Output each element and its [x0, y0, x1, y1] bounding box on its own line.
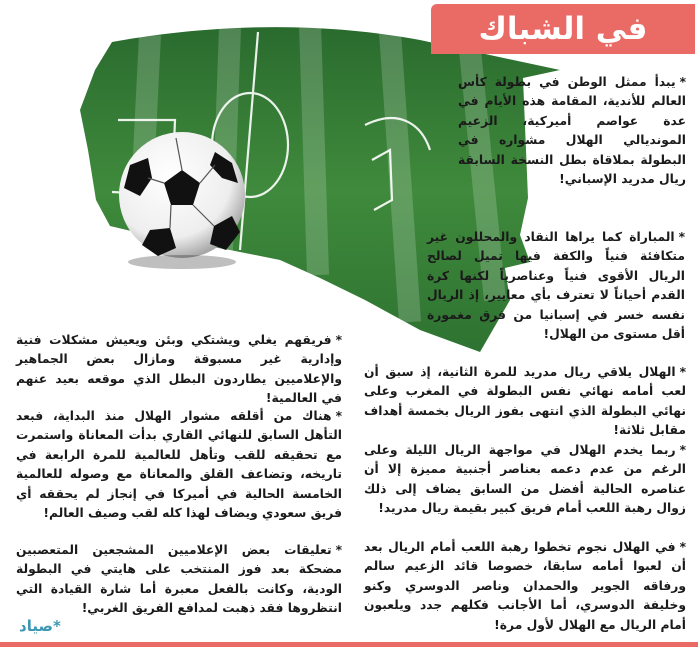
signature-star: * [52, 617, 61, 635]
football-icon [119, 132, 245, 269]
left-paragraph-3: *تعليقات بعض الإعلاميين المشجعين المتعصبين مضحكة بعد فوز المنتخب على هايتي في البطولة الودية، وكانت بالفعل معبرة أما شارة القيادة التي انتظروها فقد ذهبت لمدافع الفريق الغربي! [16, 543, 342, 616]
bullet-star: * [678, 230, 685, 244]
right-paragraph-4: *ربما يخدم الهلال في مواجهة الريال الليلة وعلى الرغم من عدم دعمه بعناصر أجنبية مميزة إلا أن عناصره الحالية أفضل من السابق يضاف إلى ذلك زوال رهبة اللعب أمام فريق كبير بقيمة ريال مدريد! [364, 443, 686, 516]
bullet-star: * [679, 365, 686, 379]
right-paragraph-5: *في الهلال نجوم تخطوا رهبة اللعب أمام الريال بعد أن لعبوا أمامه سابقا، خصوصا قائد الزعيم سالم ورفاقه الجوير والحمدان وناصر الدوسري وكنو وخليفة الدوسري، أما الأجانب فكلهم جدد ويلعبون أمام الريال مع الهلال لأول مرة! [364, 540, 686, 632]
left-paragraph-2: *هناك من أقلقه مشوار الهلال منذ البداية، فبعد التأهل السابق للنهائي القاري بدأت المعاناة واستمرت مع تحقيقه للقب وتأهل للعالمية للمرة الرابعة في تاريخه، وتضاعف القلق والمعاناة مع وصوله للعالمية الخامسة الحالية في أميركا في إنجاز لم يحققه أي فريق سعودي ويضاف لهذا كله لقب وصيف العالم! [16, 409, 342, 521]
author-signature [19, 617, 64, 635]
section-title: في الشباك [478, 11, 648, 47]
bullet-star: * [335, 409, 342, 423]
bottom-divider [0, 642, 698, 647]
bullet-star: * [679, 75, 686, 89]
bullet-star: * [679, 540, 686, 554]
bullet-star: * [679, 443, 686, 457]
section-header [431, 4, 695, 54]
left-paragraph-1: *فريقهم يغلي ويشتكي وبئن ويعيش مشكلات فنية وإدارية غير مسبوقة ومازال بعض الجماهير والإعلاميين يطاردون البطل الذي موقعه بعيد عنهم في العالمية! [16, 333, 342, 406]
right-paragraph-3: *الهلال يلاقي ريال مدريد للمرة الثانية، إذ سبق أن لعب أمامه نهائي نفس البطولة في المغرب وعلى نهائي البطولة الذي انتهى بفوز الريال بخمسة أهداف مقابل ثلاثة! [364, 365, 686, 438]
bullet-star: * [335, 333, 342, 347]
signature-name: صياد [19, 617, 53, 635]
right-paragraph-1: *يبدأ ممثل الوطن في بطولة كأس العالم للأندية، المقامة هذه الأيام في عدة عواصم أميركية، الزعيم المونديالي الهلال مشواره في البطولة بملاقاة بطل النسخة السابقة ريال مدريد الإسباني! [458, 75, 686, 187]
right-paragraph-2: *المباراة كما يراها النقاد والمحللون غير متكافئة فنياً والكفة فيها تميل لصالح الريال الأقوى فنياً وعناصرياً لكنها كرة القدم أحياناً لا تعترف بأي معايير، إذ الريال نفسه خسر في إسبانيا من فرق مغمورة أقل مستوى من الهلال! [427, 230, 685, 342]
bullet-star: * [335, 543, 342, 557]
